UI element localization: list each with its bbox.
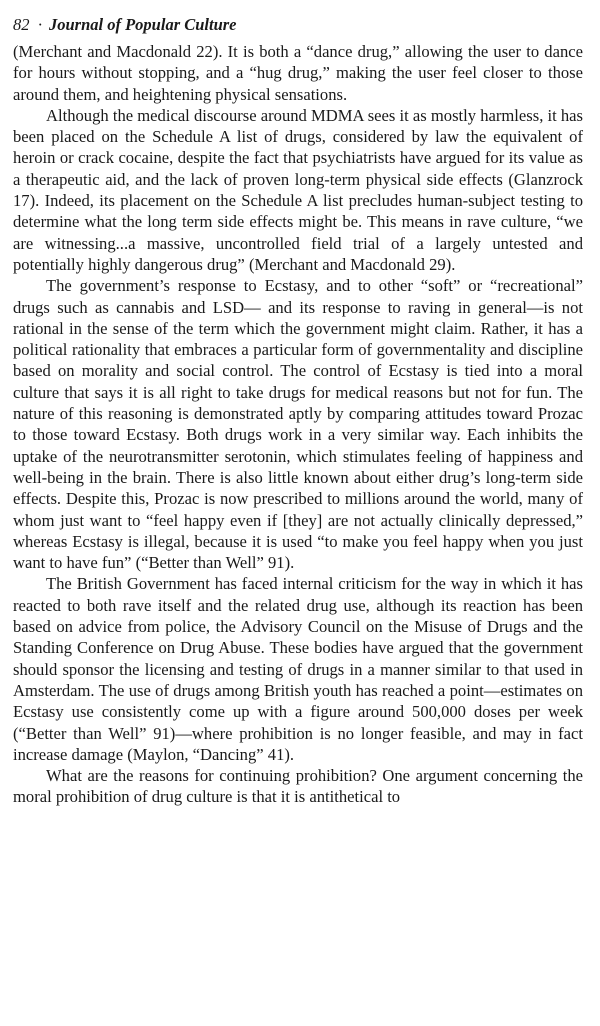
paragraph-government-response: The government’s response to Ecstasy, and to other “soft” or “recreational” drugs such as cannabis and LSD— and its response to raving in general—is not rational in the sense of the term which the government might claim. Rather, it has a political rationality that embraces a particular form of governmentality and discipline based on morality and social control. The control of Ecstasy is tied into a moral culture that says it is all right to take drugs for medical reasons but not for fun. The nature of this reasoning is demonstrated aptly by comparing attitudes toward Prozac to those toward Ecstasy. Both drugs work in a very similar way. Each inhibits the uptake of the neurotransmitter serotonin, which stimulates feeling of happiness and well-being in the brain. There is also little known about either drug’s long-term side effects. Despite this, Prozac is now prescribed to millions around the world, many of whom just want to “feel happy even if [they] are not actually clinically depressed,” whereas Ecstasy is illegal, because it is used “to make you feel happy when you just want to have fun” (“Better than Well” 91).: [13, 276, 583, 573]
body-text: [13, 41, 583, 808]
running-head: [13, 14, 583, 41]
page-number: 82: [13, 15, 30, 34]
paragraph-continued: (Merchant and Macdonald 22). It is both a “dance drug,” allowing the user to dance for hours without stopping, and a “hug drug,” making the user feel closer to those around them, and heightening physical sensations.: [13, 42, 583, 104]
paragraph-british-government: The British Government has faced internal criticism for the way in which it has reacted to both rave itself and the related drug use, although its reaction has been based on advice from police, the Advisory Council on the Misuse of Drugs and the Standing Conference on Drug Abuse. These bodies have argued that the government should sponsor the licensing and testing of drugs in a manner similar to that used in Amsterdam. The use of drugs among British youth has reached a point—estimates on Ecstasy use consistently come up with a figure around 500,000 doses per week (“Better than Well” 91)—where prohibition is no longer feasible, and may in fact increase damage (Maylon, “Dancing” 41).: [13, 574, 583, 764]
journal-title: Journal of Popular Culture: [49, 15, 237, 34]
running-head-separator: ·: [37, 15, 43, 34]
paragraph-prohibition-question: What are the reasons for continuing prohibition? One argument concerning the moral prohibition of drug culture is that it is antithetical to: [13, 766, 583, 807]
paragraph-mdma-discourse: Although the medical discourse around MDMA sees it as mostly harmless, it has been placed on the Schedule A list of drugs, considered by law the equivalent of heroin or crack cocaine, despite the fact that psychiatrists have argued for its value as a therapeutic aid, and the lack of proven long-term physical side effects (Glanzrock 17). Indeed, its placement on the Schedule A list precludes human-subject testing to determine what the long term side effects might be. This means in rave culture, “we are witnessing...a massive, uncontrolled field trial of a largely untested and potentially highly dangerous drug” (Merchant and Macdonald 29).: [13, 105, 583, 274]
